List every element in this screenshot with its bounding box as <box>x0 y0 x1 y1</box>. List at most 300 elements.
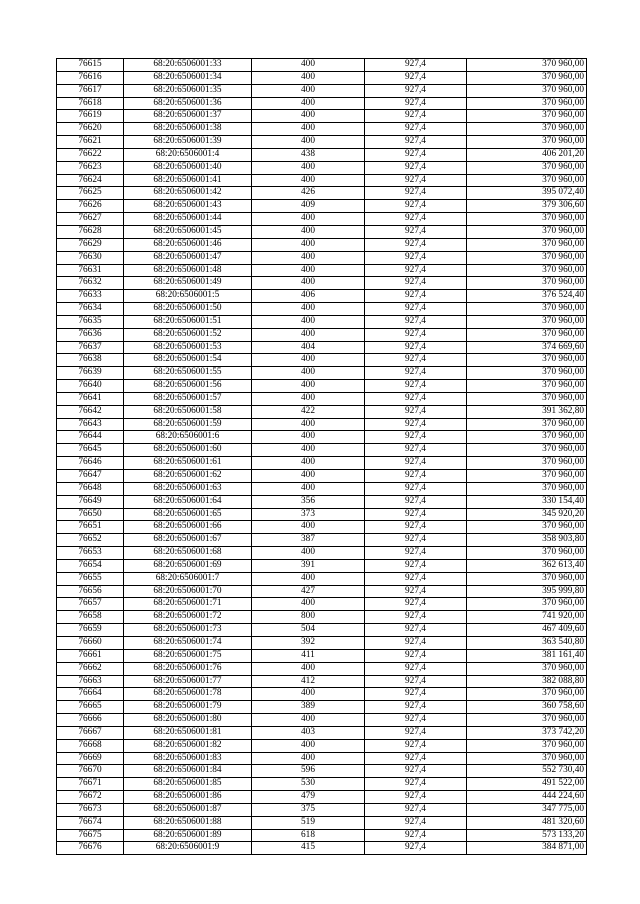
cadastral-value-cell: 330 154,40 <box>467 495 587 508</box>
rate-cell: 927,4 <box>365 842 467 855</box>
table-row <box>57 213 587 226</box>
row-number-cell: 76634 <box>57 303 124 316</box>
row-number-cell: 76649 <box>57 495 124 508</box>
cadastral-value-cell: 360 758,60 <box>467 701 587 714</box>
area-cell: 530 <box>252 778 365 791</box>
area-cell: 400 <box>252 431 365 444</box>
cadastral-value-cell: 370 960,00 <box>467 238 587 251</box>
rate-cell: 927,4 <box>365 662 467 675</box>
cadastral-value-cell: 370 960,00 <box>467 431 587 444</box>
area-cell: 400 <box>252 418 365 431</box>
cadastral-number-cell: 68:20:6506001:39 <box>124 136 252 149</box>
area-cell: 375 <box>252 803 365 816</box>
row-number-cell: 76660 <box>57 636 124 649</box>
row-number-cell: 76646 <box>57 457 124 470</box>
area-cell: 404 <box>252 341 365 354</box>
rate-cell: 927,4 <box>365 572 467 585</box>
table-row <box>57 829 587 842</box>
rate-cell: 927,4 <box>365 418 467 431</box>
row-number-cell: 76623 <box>57 161 124 174</box>
area-cell: 426 <box>252 187 365 200</box>
table-row <box>57 161 587 174</box>
table-row <box>57 444 587 457</box>
cadastral-value-cell: 370 960,00 <box>467 264 587 277</box>
area-cell: 400 <box>252 752 365 765</box>
cadastral-value-cell: 370 960,00 <box>467 444 587 457</box>
cadastral-number-cell: 68:20:6506001:50 <box>124 303 252 316</box>
cadastral-number-cell: 68:20:6506001:53 <box>124 341 252 354</box>
row-number-cell: 76620 <box>57 123 124 136</box>
rate-cell: 927,4 <box>365 598 467 611</box>
row-number-cell: 76667 <box>57 726 124 739</box>
rate-cell: 927,4 <box>365 225 467 238</box>
rate-cell: 927,4 <box>365 187 467 200</box>
area-cell: 422 <box>252 405 365 418</box>
rate-cell: 927,4 <box>365 161 467 174</box>
row-number-cell: 76631 <box>57 264 124 277</box>
rate-cell: 927,4 <box>365 636 467 649</box>
row-number-cell: 76653 <box>57 547 124 560</box>
rate-cell: 927,4 <box>365 559 467 572</box>
area-cell: 400 <box>252 136 365 149</box>
cadastral-number-cell: 68:20:6506001:45 <box>124 225 252 238</box>
cadastral-number-cell: 68:20:6506001:44 <box>124 213 252 226</box>
cadastral-number-cell: 68:20:6506001:84 <box>124 765 252 778</box>
rate-cell: 927,4 <box>365 123 467 136</box>
cadastral-number-cell: 68:20:6506001:83 <box>124 752 252 765</box>
area-cell: 400 <box>252 444 365 457</box>
cadastral-number-cell: 68:20:6506001:74 <box>124 636 252 649</box>
rate-cell: 927,4 <box>365 624 467 637</box>
table-row <box>57 431 587 444</box>
area-cell: 409 <box>252 200 365 213</box>
area-cell: 387 <box>252 534 365 547</box>
cadastral-number-cell: 68:20:6506001:78 <box>124 688 252 701</box>
cadastral-number-cell: 68:20:6506001:35 <box>124 84 252 97</box>
row-number-cell: 76639 <box>57 367 124 380</box>
area-cell: 400 <box>252 225 365 238</box>
cadastral-value-cell: 370 960,00 <box>467 97 587 110</box>
rate-cell: 927,4 <box>365 611 467 624</box>
table-row <box>57 470 587 483</box>
cadastral-number-cell: 68:20:6506001:76 <box>124 662 252 675</box>
cadastral-value-cell: 370 960,00 <box>467 328 587 341</box>
cadastral-value-cell: 374 669,60 <box>467 341 587 354</box>
rate-cell: 927,4 <box>365 71 467 84</box>
area-cell: 400 <box>252 392 365 405</box>
cadastral-number-cell: 68:20:6506001:89 <box>124 829 252 842</box>
row-number-cell: 76624 <box>57 174 124 187</box>
area-cell: 400 <box>252 714 365 727</box>
cadastral-number-cell: 68:20:6506001:34 <box>124 71 252 84</box>
table-row <box>57 842 587 855</box>
table-row <box>57 187 587 200</box>
row-number-cell: 76644 <box>57 431 124 444</box>
cadastral-value-cell: 373 742,20 <box>467 726 587 739</box>
table-row <box>57 701 587 714</box>
cadastral-number-cell: 68:20:6506001:51 <box>124 315 252 328</box>
cadastral-number-cell: 68:20:6506001:60 <box>124 444 252 457</box>
area-cell: 400 <box>252 547 365 560</box>
area-cell: 400 <box>252 123 365 136</box>
rate-cell: 927,4 <box>365 392 467 405</box>
cadastral-number-cell: 68:20:6506001:88 <box>124 816 252 829</box>
area-cell: 400 <box>252 277 365 290</box>
row-number-cell: 76616 <box>57 71 124 84</box>
row-number-cell: 76632 <box>57 277 124 290</box>
area-cell: 400 <box>252 457 365 470</box>
table-row <box>57 110 587 123</box>
row-number-cell: 76626 <box>57 200 124 213</box>
area-cell: 400 <box>252 482 365 495</box>
table-row <box>57 803 587 816</box>
document-page <box>56 58 586 855</box>
cadastral-value-cell: 370 960,00 <box>467 714 587 727</box>
cadastral-value-cell: 382 088,80 <box>467 675 587 688</box>
table-row <box>57 714 587 727</box>
rate-cell: 927,4 <box>365 675 467 688</box>
rate-cell: 927,4 <box>365 482 467 495</box>
row-number-cell: 76669 <box>57 752 124 765</box>
table-row <box>57 405 587 418</box>
area-cell: 391 <box>252 559 365 572</box>
row-number-cell: 76647 <box>57 470 124 483</box>
row-number-cell: 76655 <box>57 572 124 585</box>
cadastral-number-cell: 68:20:6506001:80 <box>124 714 252 727</box>
area-cell: 400 <box>252 380 365 393</box>
cadastral-number-cell: 68:20:6506001:64 <box>124 495 252 508</box>
area-cell: 400 <box>252 59 365 72</box>
rate-cell: 927,4 <box>365 688 467 701</box>
table-row <box>57 662 587 675</box>
cadastral-value-cell: 370 960,00 <box>467 457 587 470</box>
rate-cell: 927,4 <box>365 354 467 367</box>
cadastral-value-cell: 370 960,00 <box>467 662 587 675</box>
row-number-cell: 76618 <box>57 97 124 110</box>
rate-cell: 927,4 <box>365 803 467 816</box>
cadastral-value-cell: 444 224,60 <box>467 791 587 804</box>
cadastral-value-cell: 467 409,60 <box>467 624 587 637</box>
cadastral-value-cell: 481 320,60 <box>467 816 587 829</box>
table-body <box>57 59 587 855</box>
table-row <box>57 290 587 303</box>
cadastral-number-cell: 68:20:6506001:46 <box>124 238 252 251</box>
cadastral-number-cell: 68:20:6506001:54 <box>124 354 252 367</box>
row-number-cell: 76663 <box>57 675 124 688</box>
row-number-cell: 76668 <box>57 739 124 752</box>
area-cell: 400 <box>252 84 365 97</box>
cadastral-value-table <box>56 58 587 855</box>
rate-cell: 927,4 <box>365 726 467 739</box>
table-row <box>57 585 587 598</box>
table-row <box>57 739 587 752</box>
rate-cell: 927,4 <box>365 829 467 842</box>
row-number-cell: 76638 <box>57 354 124 367</box>
cadastral-number-cell: 68:20:6506001:36 <box>124 97 252 110</box>
area-cell: 400 <box>252 97 365 110</box>
rate-cell: 927,4 <box>365 547 467 560</box>
row-number-cell: 76651 <box>57 521 124 534</box>
table-row <box>57 816 587 829</box>
row-number-cell: 76643 <box>57 418 124 431</box>
cadastral-number-cell: 68:20:6506001:37 <box>124 110 252 123</box>
cadastral-value-cell: 370 960,00 <box>467 174 587 187</box>
cadastral-value-cell: 370 960,00 <box>467 470 587 483</box>
cadastral-number-cell: 68:20:6506001:48 <box>124 264 252 277</box>
area-cell: 438 <box>252 148 365 161</box>
table-row <box>57 765 587 778</box>
cadastral-number-cell: 68:20:6506001:66 <box>124 521 252 534</box>
row-number-cell: 76659 <box>57 624 124 637</box>
row-number-cell: 76627 <box>57 213 124 226</box>
cadastral-value-cell: 370 960,00 <box>467 752 587 765</box>
cadastral-number-cell: 68:20:6506001:70 <box>124 585 252 598</box>
area-cell: 400 <box>252 739 365 752</box>
cadastral-value-cell: 370 960,00 <box>467 688 587 701</box>
cadastral-value-cell: 741 920,00 <box>467 611 587 624</box>
cadastral-number-cell: 68:20:6506001:63 <box>124 482 252 495</box>
row-number-cell: 76645 <box>57 444 124 457</box>
row-number-cell: 76650 <box>57 508 124 521</box>
table-row <box>57 508 587 521</box>
cadastral-value-cell: 384 871,00 <box>467 842 587 855</box>
cadastral-value-cell: 370 960,00 <box>467 739 587 752</box>
table-row <box>57 315 587 328</box>
row-number-cell: 76633 <box>57 290 124 303</box>
row-number-cell: 76636 <box>57 328 124 341</box>
table-row <box>57 572 587 585</box>
table-row <box>57 303 587 316</box>
rate-cell: 927,4 <box>365 739 467 752</box>
cadastral-number-cell: 68:20:6506001:75 <box>124 649 252 662</box>
area-cell: 356 <box>252 495 365 508</box>
area-cell: 392 <box>252 636 365 649</box>
table-row <box>57 225 587 238</box>
cadastral-value-cell: 370 960,00 <box>467 418 587 431</box>
cadastral-number-cell: 68:20:6506001:68 <box>124 547 252 560</box>
table-row <box>57 688 587 701</box>
table-row <box>57 71 587 84</box>
rate-cell: 927,4 <box>365 303 467 316</box>
row-number-cell: 76672 <box>57 791 124 804</box>
cadastral-value-cell: 395 999,80 <box>467 585 587 598</box>
cadastral-value-cell: 358 903,80 <box>467 534 587 547</box>
row-number-cell: 76652 <box>57 534 124 547</box>
table-row <box>57 200 587 213</box>
area-cell: 400 <box>252 315 365 328</box>
rate-cell: 927,4 <box>365 328 467 341</box>
cadastral-value-cell: 379 306,60 <box>467 200 587 213</box>
cadastral-number-cell: 68:20:6506001:81 <box>124 726 252 739</box>
row-number-cell: 76670 <box>57 765 124 778</box>
cadastral-number-cell: 68:20:6506001:61 <box>124 457 252 470</box>
rate-cell: 927,4 <box>365 213 467 226</box>
cadastral-value-cell: 552 730,40 <box>467 765 587 778</box>
cadastral-number-cell: 68:20:6506001:6 <box>124 431 252 444</box>
cadastral-value-cell: 370 960,00 <box>467 84 587 97</box>
cadastral-value-cell: 370 960,00 <box>467 110 587 123</box>
cadastral-number-cell: 68:20:6506001:71 <box>124 598 252 611</box>
table-row <box>57 418 587 431</box>
area-cell: 400 <box>252 174 365 187</box>
area-cell: 389 <box>252 701 365 714</box>
row-number-cell: 76635 <box>57 315 124 328</box>
cadastral-number-cell: 68:20:6506001:7 <box>124 572 252 585</box>
row-number-cell: 76665 <box>57 701 124 714</box>
cadastral-number-cell: 68:20:6506001:72 <box>124 611 252 624</box>
cadastral-number-cell: 68:20:6506001:4 <box>124 148 252 161</box>
cadastral-number-cell: 68:20:6506001:43 <box>124 200 252 213</box>
cadastral-number-cell: 68:20:6506001:55 <box>124 367 252 380</box>
table-row <box>57 264 587 277</box>
cadastral-value-cell: 370 960,00 <box>467 521 587 534</box>
table-row <box>57 534 587 547</box>
cadastral-number-cell: 68:20:6506001:9 <box>124 842 252 855</box>
cadastral-value-cell: 362 613,40 <box>467 559 587 572</box>
cadastral-value-cell: 370 960,00 <box>467 59 587 72</box>
rate-cell: 927,4 <box>365 457 467 470</box>
cadastral-number-cell: 68:20:6506001:82 <box>124 739 252 752</box>
table-row <box>57 457 587 470</box>
cadastral-value-cell: 345 920,20 <box>467 508 587 521</box>
cadastral-number-cell: 68:20:6506001:52 <box>124 328 252 341</box>
cadastral-number-cell: 68:20:6506001:62 <box>124 470 252 483</box>
rate-cell: 927,4 <box>365 380 467 393</box>
rate-cell: 927,4 <box>365 59 467 72</box>
row-number-cell: 76666 <box>57 714 124 727</box>
cadastral-value-cell: 363 540,80 <box>467 636 587 649</box>
rate-cell: 927,4 <box>365 444 467 457</box>
area-cell: 400 <box>252 367 365 380</box>
area-cell: 400 <box>252 354 365 367</box>
cadastral-value-cell: 370 960,00 <box>467 367 587 380</box>
row-number-cell: 76640 <box>57 380 124 393</box>
rate-cell: 927,4 <box>365 174 467 187</box>
area-cell: 800 <box>252 611 365 624</box>
table-row <box>57 328 587 341</box>
cadastral-number-cell: 68:20:6506001:67 <box>124 534 252 547</box>
rate-cell: 927,4 <box>365 791 467 804</box>
table-row <box>57 136 587 149</box>
cadastral-value-cell: 370 960,00 <box>467 213 587 226</box>
table-row <box>57 482 587 495</box>
cadastral-value-cell: 370 960,00 <box>467 482 587 495</box>
area-cell: 400 <box>252 470 365 483</box>
rate-cell: 927,4 <box>365 84 467 97</box>
table-row <box>57 174 587 187</box>
cadastral-value-cell: 381 161,40 <box>467 649 587 662</box>
area-cell: 412 <box>252 675 365 688</box>
area-cell: 400 <box>252 328 365 341</box>
rate-cell: 927,4 <box>365 200 467 213</box>
row-number-cell: 76648 <box>57 482 124 495</box>
row-number-cell: 76656 <box>57 585 124 598</box>
row-number-cell: 76657 <box>57 598 124 611</box>
row-number-cell: 76661 <box>57 649 124 662</box>
rate-cell: 927,4 <box>365 765 467 778</box>
rate-cell: 927,4 <box>365 238 467 251</box>
rate-cell: 927,4 <box>365 534 467 547</box>
area-cell: 479 <box>252 791 365 804</box>
area-cell: 400 <box>252 303 365 316</box>
rate-cell: 927,4 <box>365 701 467 714</box>
area-cell: 400 <box>252 71 365 84</box>
area-cell: 415 <box>252 842 365 855</box>
area-cell: 504 <box>252 624 365 637</box>
row-number-cell: 76617 <box>57 84 124 97</box>
rate-cell: 927,4 <box>365 521 467 534</box>
rate-cell: 927,4 <box>365 649 467 662</box>
cadastral-number-cell: 68:20:6506001:38 <box>124 123 252 136</box>
rate-cell: 927,4 <box>365 405 467 418</box>
rate-cell: 927,4 <box>365 431 467 444</box>
cadastral-number-cell: 68:20:6506001:57 <box>124 392 252 405</box>
cadastral-value-cell: 370 960,00 <box>467 225 587 238</box>
cadastral-number-cell: 68:20:6506001:87 <box>124 803 252 816</box>
row-number-cell: 76658 <box>57 611 124 624</box>
row-number-cell: 76625 <box>57 187 124 200</box>
rate-cell: 927,4 <box>365 778 467 791</box>
row-number-cell: 76630 <box>57 251 124 264</box>
cadastral-number-cell: 68:20:6506001:69 <box>124 559 252 572</box>
area-cell: 400 <box>252 521 365 534</box>
rate-cell: 927,4 <box>365 341 467 354</box>
row-number-cell: 76662 <box>57 662 124 675</box>
cadastral-value-cell: 395 072,40 <box>467 187 587 200</box>
cadastral-number-cell: 68:20:6506001:47 <box>124 251 252 264</box>
cadastral-number-cell: 68:20:6506001:40 <box>124 161 252 174</box>
table-row <box>57 559 587 572</box>
cadastral-value-cell: 370 960,00 <box>467 303 587 316</box>
cadastral-value-cell: 370 960,00 <box>467 136 587 149</box>
cadastral-number-cell: 68:20:6506001:77 <box>124 675 252 688</box>
cadastral-value-cell: 370 960,00 <box>467 572 587 585</box>
row-number-cell: 76654 <box>57 559 124 572</box>
table-row <box>57 392 587 405</box>
area-cell: 400 <box>252 264 365 277</box>
table-row <box>57 611 587 624</box>
rate-cell: 927,4 <box>365 508 467 521</box>
cadastral-value-cell: 370 960,00 <box>467 392 587 405</box>
area-cell: 519 <box>252 816 365 829</box>
table-row <box>57 59 587 72</box>
cadastral-value-cell: 370 960,00 <box>467 161 587 174</box>
row-number-cell: 76637 <box>57 341 124 354</box>
rate-cell: 927,4 <box>365 585 467 598</box>
table-row <box>57 354 587 367</box>
table-row <box>57 752 587 765</box>
table-row <box>57 675 587 688</box>
cadastral-number-cell: 68:20:6506001:42 <box>124 187 252 200</box>
cadastral-value-cell: 370 960,00 <box>467 598 587 611</box>
table-row <box>57 97 587 110</box>
area-cell: 596 <box>252 765 365 778</box>
table-row <box>57 277 587 290</box>
area-cell: 400 <box>252 662 365 675</box>
rate-cell: 927,4 <box>365 290 467 303</box>
area-cell: 400 <box>252 213 365 226</box>
cadastral-value-cell: 370 960,00 <box>467 277 587 290</box>
table-row <box>57 778 587 791</box>
table-row <box>57 380 587 393</box>
row-number-cell: 76619 <box>57 110 124 123</box>
table-row <box>57 123 587 136</box>
area-cell: 400 <box>252 238 365 251</box>
table-row <box>57 341 587 354</box>
area-cell: 403 <box>252 726 365 739</box>
cadastral-value-cell: 491 522,00 <box>467 778 587 791</box>
table-row <box>57 624 587 637</box>
